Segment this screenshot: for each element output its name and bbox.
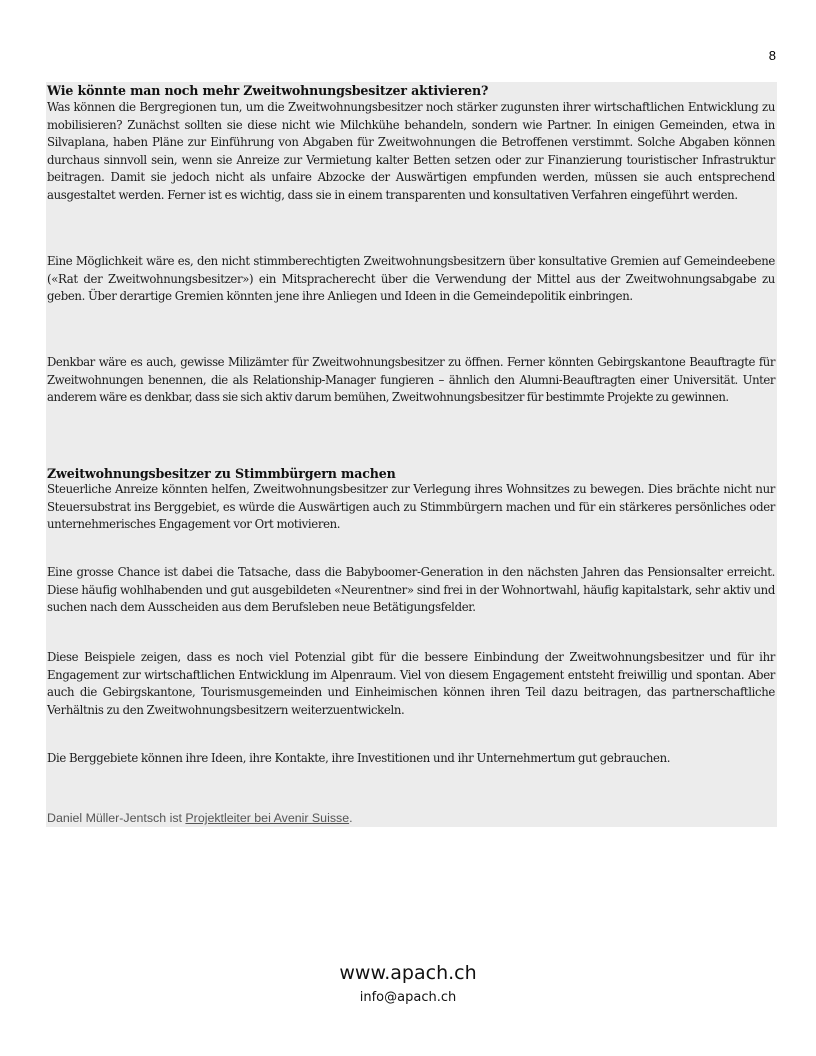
paragraph: Eine Möglichkeit wäre es, den nicht stimmberechtigten Zweitwohnungsbesitzern über konsultative Gremien auf Gemeindeebene («Rat der Zweitwohnungsbesitzer») ein Mitspracherecht über die Verwendung der Mittel aus der Zweitwohnungsabgabe zu geben. Über derartige Gremien könnten jene ihre Anliegen und Ideen in die Gemeindepolitik einbringen. (47, 254, 775, 304)
author-byline (47, 811, 775, 825)
article-body (46, 82, 777, 827)
byline-suffix: . (349, 811, 353, 825)
section-heading: Wie könnte man noch mehr Zweitwohnungsbesitzer aktivieren? (47, 83, 489, 98)
section-heading: Zweitwohnungsbesitzer zu Stimmbürgern machen (47, 466, 396, 481)
page-number: 8 (768, 48, 776, 63)
paragraph: Steuerliche Anreize könnten helfen, Zweitwohnungsbesitzer zur Verlegung ihres Wohnsitzes zu bewegen. Dies brächte nicht nur Steuersubstrat ins Berggebiet, es würde die Auswärtigen auch zu Stimmbürgern machen und für ein stärkeres persönliches oder unternehmerisches Engagement vor Ort motivieren. (47, 482, 775, 532)
paragraph: Eine grosse Chance ist dabei die Tatsache, dass die Babyboomer-Generation in den nächsten Jahren das Pensionsalter erreicht. Diese häufig wohlhabenden und gut ausgebildeten «Neurentner» sind frei in der Wohnortwahl, häufig kapitalstark, sehr aktiv und suchen nach dem Ausscheiden aus dem Berufsleben neue Betätigungsfelder. (47, 565, 775, 615)
paragraph: Denkbar wäre es auch, gewisse Milizämter für Zweitwohnungsbesitzer zu öffnen. Ferner könnten Gebirgskantone Beauftragte für Zweitwohnungen benennen, die als Relationship-Manager fungieren – ähnlich den Alumni-Beauftragten einer Universität. Unter anderem wäre es denkbar, dass sie sich aktiv darum bemühen, Zweitwohnungsbesitzer für bestimmte Projekte zu gewinnen. (47, 355, 775, 405)
paragraph: Die Berggebiete können ihre Ideen, ihre Kontakte, ihre Investitionen und ihr Unternehmertum gut gebrauchen. (47, 751, 671, 765)
author-role-link[interactable]: Projektleiter bei Avenir Suisse (185, 811, 350, 825)
paragraph: Was können die Bergregionen tun, um die Zweitwohnungsbesitzer noch stärker zugunsten ihrer wirtschaftlichen Entwicklung zu mobilisieren? Zunächst sollten sie diese nicht wie Milchkühe behandeln, sondern wie Partner. In einigen Gemeinden, etwa in Silvaplana, haben Pläne zur Einführung von Abgaben für Zweitwohnungen die Betroffenen verstimmt. Solche Abgaben können durchaus sinnvoll sein, wenn sie Anreize zur Vermietung kalter Betten setzen oder zur Finanzierung touristischer Infrastruktur beitragen. Damit sie jedoch nicht als unfaire Abzocke der Auswärtigen empfunden werden, müssen sie auch entsprechend ausgestaltet werden. Ferner ist es wichtig, dass sie in einem transparenten und konsultativen Verfahren eingeführt werden. (47, 100, 775, 202)
footer-email[interactable]: info@apach.ch (359, 990, 457, 1005)
paragraph: Diese Beispiele zeigen, dass es noch viel Potenzial gibt für die bessere Einbindung der Zweitwohnungsbesitzer und für ihr Engagement zur wirtschaftlichen Entwicklung im Alpenraum. Viel von diesem Engagement entsteht freiwillig und spontan. Aber auch die Gebirgskantone, Tourismusgemeinden und Einheimischen können ihren Teil dazu beitragen, das partnerschaftliche Verhältnis zu den Zweitwohnungsbesitzern weiterzuentwickeln. (47, 650, 775, 717)
footer-website[interactable]: www.apach.ch (339, 962, 477, 984)
byline-prefix: Daniel Müller-Jentsch ist (47, 811, 186, 825)
